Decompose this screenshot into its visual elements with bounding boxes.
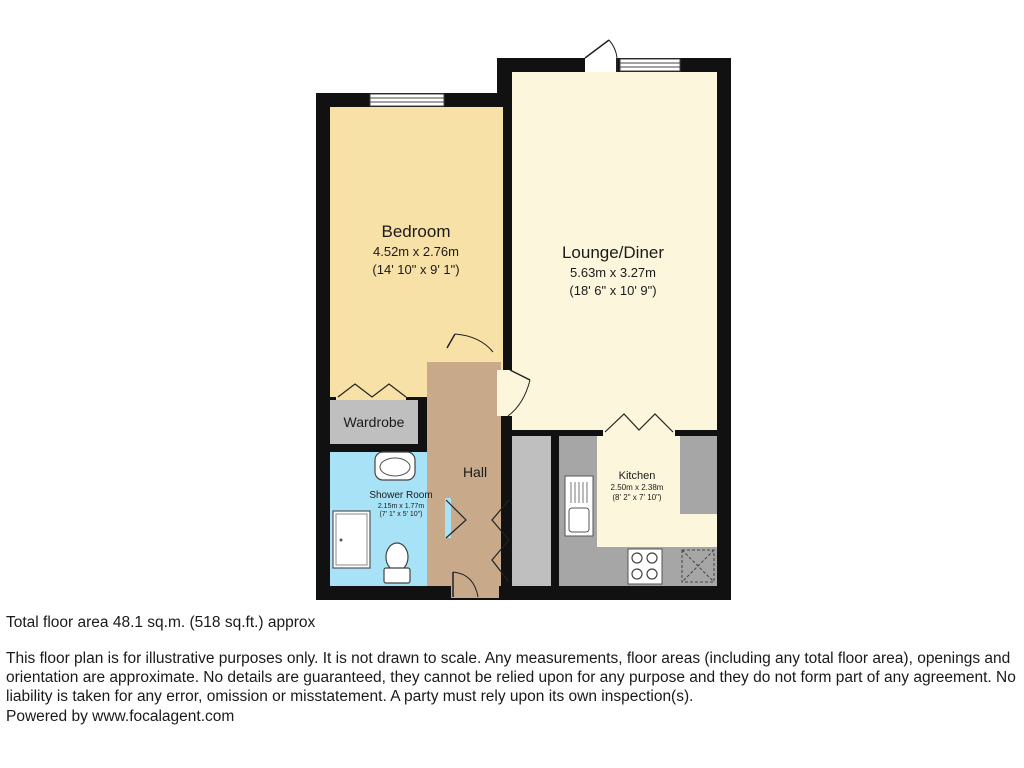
shower-imperial: (7' 1" x 5' 10") [379, 511, 423, 518]
hall-name: Hall [462, 464, 488, 480]
lounge-imperial: (18' 6" x 10' 9") [569, 283, 657, 298]
sink-icon [565, 476, 593, 536]
kitchen-name: Kitchen [618, 470, 656, 482]
hob-icon [628, 549, 662, 584]
balcony-door-icon [585, 40, 617, 72]
shower-metric: 2.15m x 1.77m [377, 503, 425, 510]
lounge-name: Lounge/Diner [561, 243, 665, 262]
shower-name: Shower Room [369, 490, 433, 501]
basin-icon [375, 452, 415, 480]
wardrobe-name: Wardrobe [343, 414, 405, 430]
bedroom-metric: 4.52m x 2.76m [373, 244, 459, 259]
storage-cupboard [512, 436, 551, 586]
toilet-icon [384, 543, 410, 583]
kitchen-imperial: (8' 2" x 7' 10") [612, 493, 662, 502]
disclaimer-text: This floor plan is for illustrative purposes only. It is not drawn to scale. Any measurements, floor areas (including any total floor area), openings and orientation are approximate. No details are guaranteed, they cannot be relied upon for any purpose and they do not form part of any agreement. No liability is taken for any error, omission or misstatement. A party must rely upon its own inspection(s). [6, 650, 1016, 705]
lounge-window-icon [620, 59, 680, 71]
total-floor-area: Total floor area 48.1 sq.m. (518 sq.ft.) approx [6, 614, 316, 631]
bedroom-imperial: (14' 10" x 9' 1") [372, 262, 460, 277]
bedroom-window-icon [370, 94, 444, 106]
powered-by-text: Powered by www.focalagent.com [6, 708, 235, 725]
bedroom-name: Bedroom [381, 222, 451, 241]
shower-tray-icon [333, 511, 370, 568]
kitchen-metric: 2.50m x 2.38m [610, 483, 664, 492]
lounge-metric: 5.63m x 3.27m [570, 265, 656, 280]
